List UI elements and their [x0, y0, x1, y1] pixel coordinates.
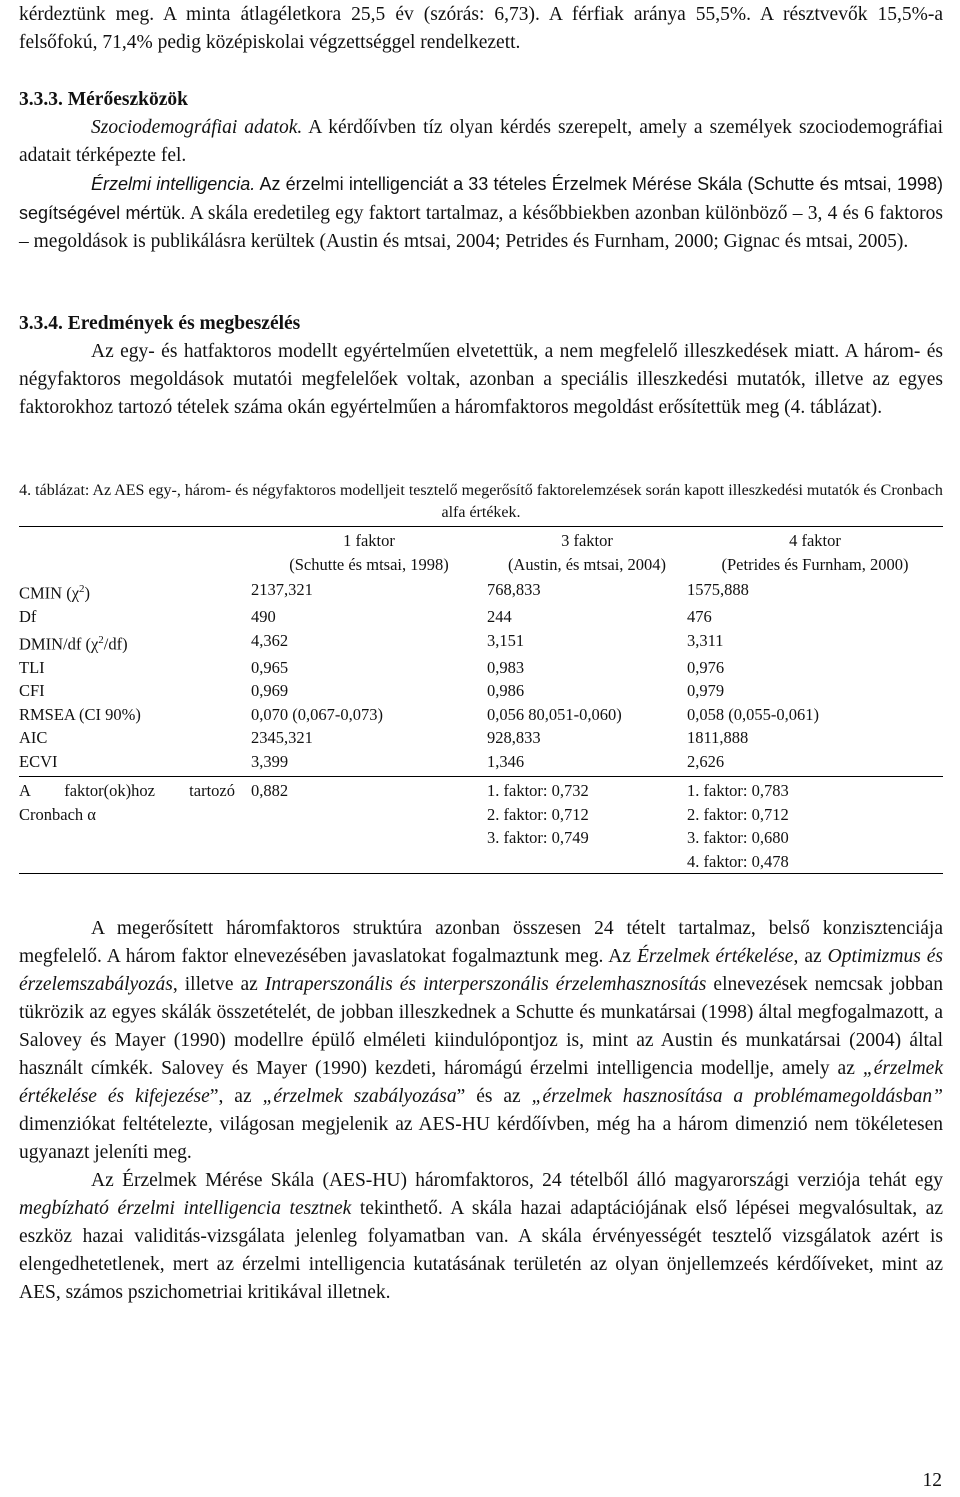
ei-paragraph — [19, 170, 943, 256]
value-4-factor: 0,976 — [687, 657, 725, 677]
header-4-factor-source: (Petrides és Furnham, 2000) — [721, 554, 909, 574]
header-1-factor — [251, 527, 487, 577]
row-label: TLI — [19, 657, 45, 677]
header-1-factor-source: (Schutte és mtsai, 1998) — [289, 554, 449, 574]
value-4-factor: 1575,888 — [687, 580, 749, 599]
row-label: RMSEA (CI 90%) — [19, 704, 141, 724]
table-row — [19, 576, 943, 605]
cronbach-3-factor-item: 2. faktor: 0,712 — [487, 804, 589, 824]
value-1-factor: 0,965 — [251, 657, 289, 677]
ei-lead: Érzelmi intelligencia. — [91, 174, 256, 194]
cronbach-3-factor — [487, 777, 687, 874]
cronbach-row — [19, 777, 943, 874]
row-label: Df — [19, 607, 37, 626]
row-label: AIC — [19, 728, 48, 747]
cronbach-4-factor — [687, 777, 943, 874]
cronbach-1-factor: 0,882 — [251, 777, 487, 874]
header-1-factor-title: 1 faktor — [343, 531, 395, 550]
row-label: CFI — [19, 681, 45, 700]
row-label: ECVI — [19, 751, 58, 771]
row-label: DMIN/df $(\chi^2/df)$ — [19, 633, 128, 653]
value-3-factor: 3,151 — [487, 630, 525, 650]
value-3-factor: 0,983 — [487, 657, 525, 677]
value-3-factor: 0,056 80,051-0,060) — [487, 704, 622, 724]
sociodemographic-text: A kérdőívben tíz olyan kérdés szerepelt, amely a személyek szociodemográfiai adatait térképezte fel. — [19, 117, 943, 166]
value-4-factor: 2,626 — [687, 751, 725, 771]
value-1-factor: 4,362 — [251, 630, 289, 650]
table-row — [19, 679, 943, 703]
discussion-paragraph-2: Az Érzelmek Mérése Skála (AES-HU) háromfaktoros, 24 tételből álló magyarországi verziója tehát egy megbízható érzelmi intelligencia tesztnek tekinthető. A skála hazai adaptációjának első lépései megvalósultak, az eszköz hazai validitás-vizsgálata jelenleg folyamatban van. A skála érvényességét tesztelő vizsgálatok azért is elengedhetetlenek, mert az érzelmi intelligencia kutatásának területén az olyan önjellemzeés kérdőíveket, mint az AES, számos pszichometriai kritikával illetnek. — [19, 1170, 943, 1303]
cronbach-4-factor-item: 3. faktor: 0,680 — [687, 828, 789, 847]
results-paragraph: Az egy- és hatfaktoros modellt egyértelműen elvetettük, a nem megfelelő illeszkedések miatt. A három- és négyfaktoros megoldások mutatói megfelelőek voltak, azonban a speciális illeszkedési mutatók, illetve az egyes faktorokhoz tartozó tételek száma okán egyértelműen a háromfaktoros megoldást erősítettük meg (4. táblázat). — [19, 341, 943, 418]
sociodemographic-lead: Szociodemográfiai adatok. — [91, 117, 303, 138]
header-3-factor-title: 3 faktor — [561, 531, 613, 550]
value-3-factor: 1,346 — [487, 751, 525, 771]
fit-indices-table — [19, 526, 943, 874]
value-4-factor: 476 — [687, 607, 712, 626]
header-4-factor — [687, 527, 943, 577]
section-results — [19, 310, 943, 422]
page-number: 12 — [922, 1470, 942, 1491]
cronbach-4-factor-item: 2. faktor: 0,712 — [687, 804, 789, 824]
cronbach-4-factor-item: 4. faktor: 0,478 — [687, 851, 789, 871]
table-row — [19, 629, 943, 656]
value-4-factor: 0,979 — [687, 681, 725, 700]
value-1-factor: 2345,321 — [251, 728, 313, 747]
header-3-factor — [487, 527, 687, 577]
section-measures — [19, 86, 943, 256]
intro-paragraph — [19, 1, 943, 57]
table-caption — [19, 480, 943, 524]
cronbach-4-factor-item: 1. faktor: 0,783 — [687, 781, 789, 800]
intro-text: kérdeztünk meg. A minta átlagéletkora 25,5 év (szórás: 6,73). A férfiak aránya 55,5%. A résztvevők 15,5%-a felsőfokú, 71,4% pedig középiskolai végzettséggel rendelkezett. — [19, 4, 943, 53]
ei-sans-text: Az érzelmi intelligenciát a 33 tételes Érzelmek Mérése Skála (Schutte és mtsai, 1998) segítségével mértük. — [19, 174, 943, 223]
cronbach-3-factor-item: 3. faktor: 0,749 — [487, 828, 589, 847]
value-1-factor: 0,969 — [251, 681, 289, 700]
table-row — [19, 605, 943, 629]
table-row — [19, 750, 943, 777]
sociodemographic-paragraph — [19, 114, 943, 170]
table-caption-text: 4. táblázat: Az AES egy-, három- és négyfaktoros modelljeit tesztelő megerősítő faktorelemzések során kapott illeszkedési mutatók és Cronbach alfa értékek. — [19, 482, 943, 521]
value-4-factor: 0,058 (0,055-0,061) — [687, 704, 819, 724]
table-row — [19, 726, 943, 750]
discussion — [19, 915, 943, 1307]
header-4-factor-title: 4 faktor — [789, 531, 841, 550]
cronbach-label-line2: Cronbach α — [19, 804, 96, 824]
ei-text: A skála eredetileg egy faktort tartalmaz, a későbbiekben azonban különböző – 3, 4 és 6 faktoros – megoldások is publikálásra kerültek (Austin és mtsai, 2004; Petrides és Furnham, 2000; Gignac és mtsai, 2005). — [19, 203, 943, 252]
discussion-paragraph-1: A megerősített háromfaktoros struktúra azonban összesen 24 tételt tartalmaz, belső konzisztenciája megfelelő. A három faktor elnevezésében javaslatokat fogalmaztunk meg. Az Érzelmek értékelése, az Optimizmus és érzelemszabályozás, illetve az Intraperszonális és interperszonális érzelemhasznosítás elnevezések nemcsak jobban tükrözik az egyes skálák összetételét, de jobban illeszkednek a Schutte és munkatársai (1998) által megfogalmazott, a Salovey és Mayer (1990) modellre épülő elméleti kiindulópontjoz is, mint az Austin és munkatársai (2004) által használt címkék. Salovey és Mayer (1990) kezdeti, háromágú érzelmi intelligencia modellje, amely az „érzelmek értékelése és kifejezése”, az „érzelmek szabályozása” és az „érzelmek hasznosítása a problémamegoldásban” dimenziókat feltételezte, világosan megjelenik az AES-HU kérdőívben, még ha a három dimenzió nem tökéletesen ugyanazt jeleníti meg. — [19, 918, 944, 1163]
value-1-factor: 2137,321 — [251, 580, 313, 599]
value-1-factor: 490 — [251, 607, 276, 626]
value-4-factor: 3,311 — [687, 630, 724, 650]
row-label: CMIN $(\chi^2)$ — [19, 583, 91, 603]
header-3-factor-source: (Austin, és mtsai, 2004) — [507, 554, 667, 574]
value-1-factor: 0,070 (0,067-0,073) — [251, 704, 383, 724]
table-row — [19, 703, 943, 727]
table-row — [19, 656, 943, 680]
table-header-row — [19, 527, 943, 577]
value-3-factor: 244 — [487, 607, 512, 626]
value-3-factor: 768,833 — [487, 580, 541, 599]
value-1-factor: 3,399 — [251, 751, 289, 771]
section-heading-measures: 3.3.3. Mérőeszközök — [19, 89, 188, 110]
cronbach-3-factor-item: 1. faktor: 0,732 — [487, 781, 589, 800]
cronbach-label — [19, 777, 251, 874]
cronbach-label-line1: A faktor(ok)hoz tartozó — [19, 781, 235, 800]
section-heading-results: 3.3.4. Eredmények és megbeszélés — [19, 313, 301, 334]
value-4-factor: 1811,888 — [687, 728, 749, 747]
value-3-factor: 0,986 — [487, 681, 525, 700]
value-3-factor: 928,833 — [487, 728, 541, 747]
